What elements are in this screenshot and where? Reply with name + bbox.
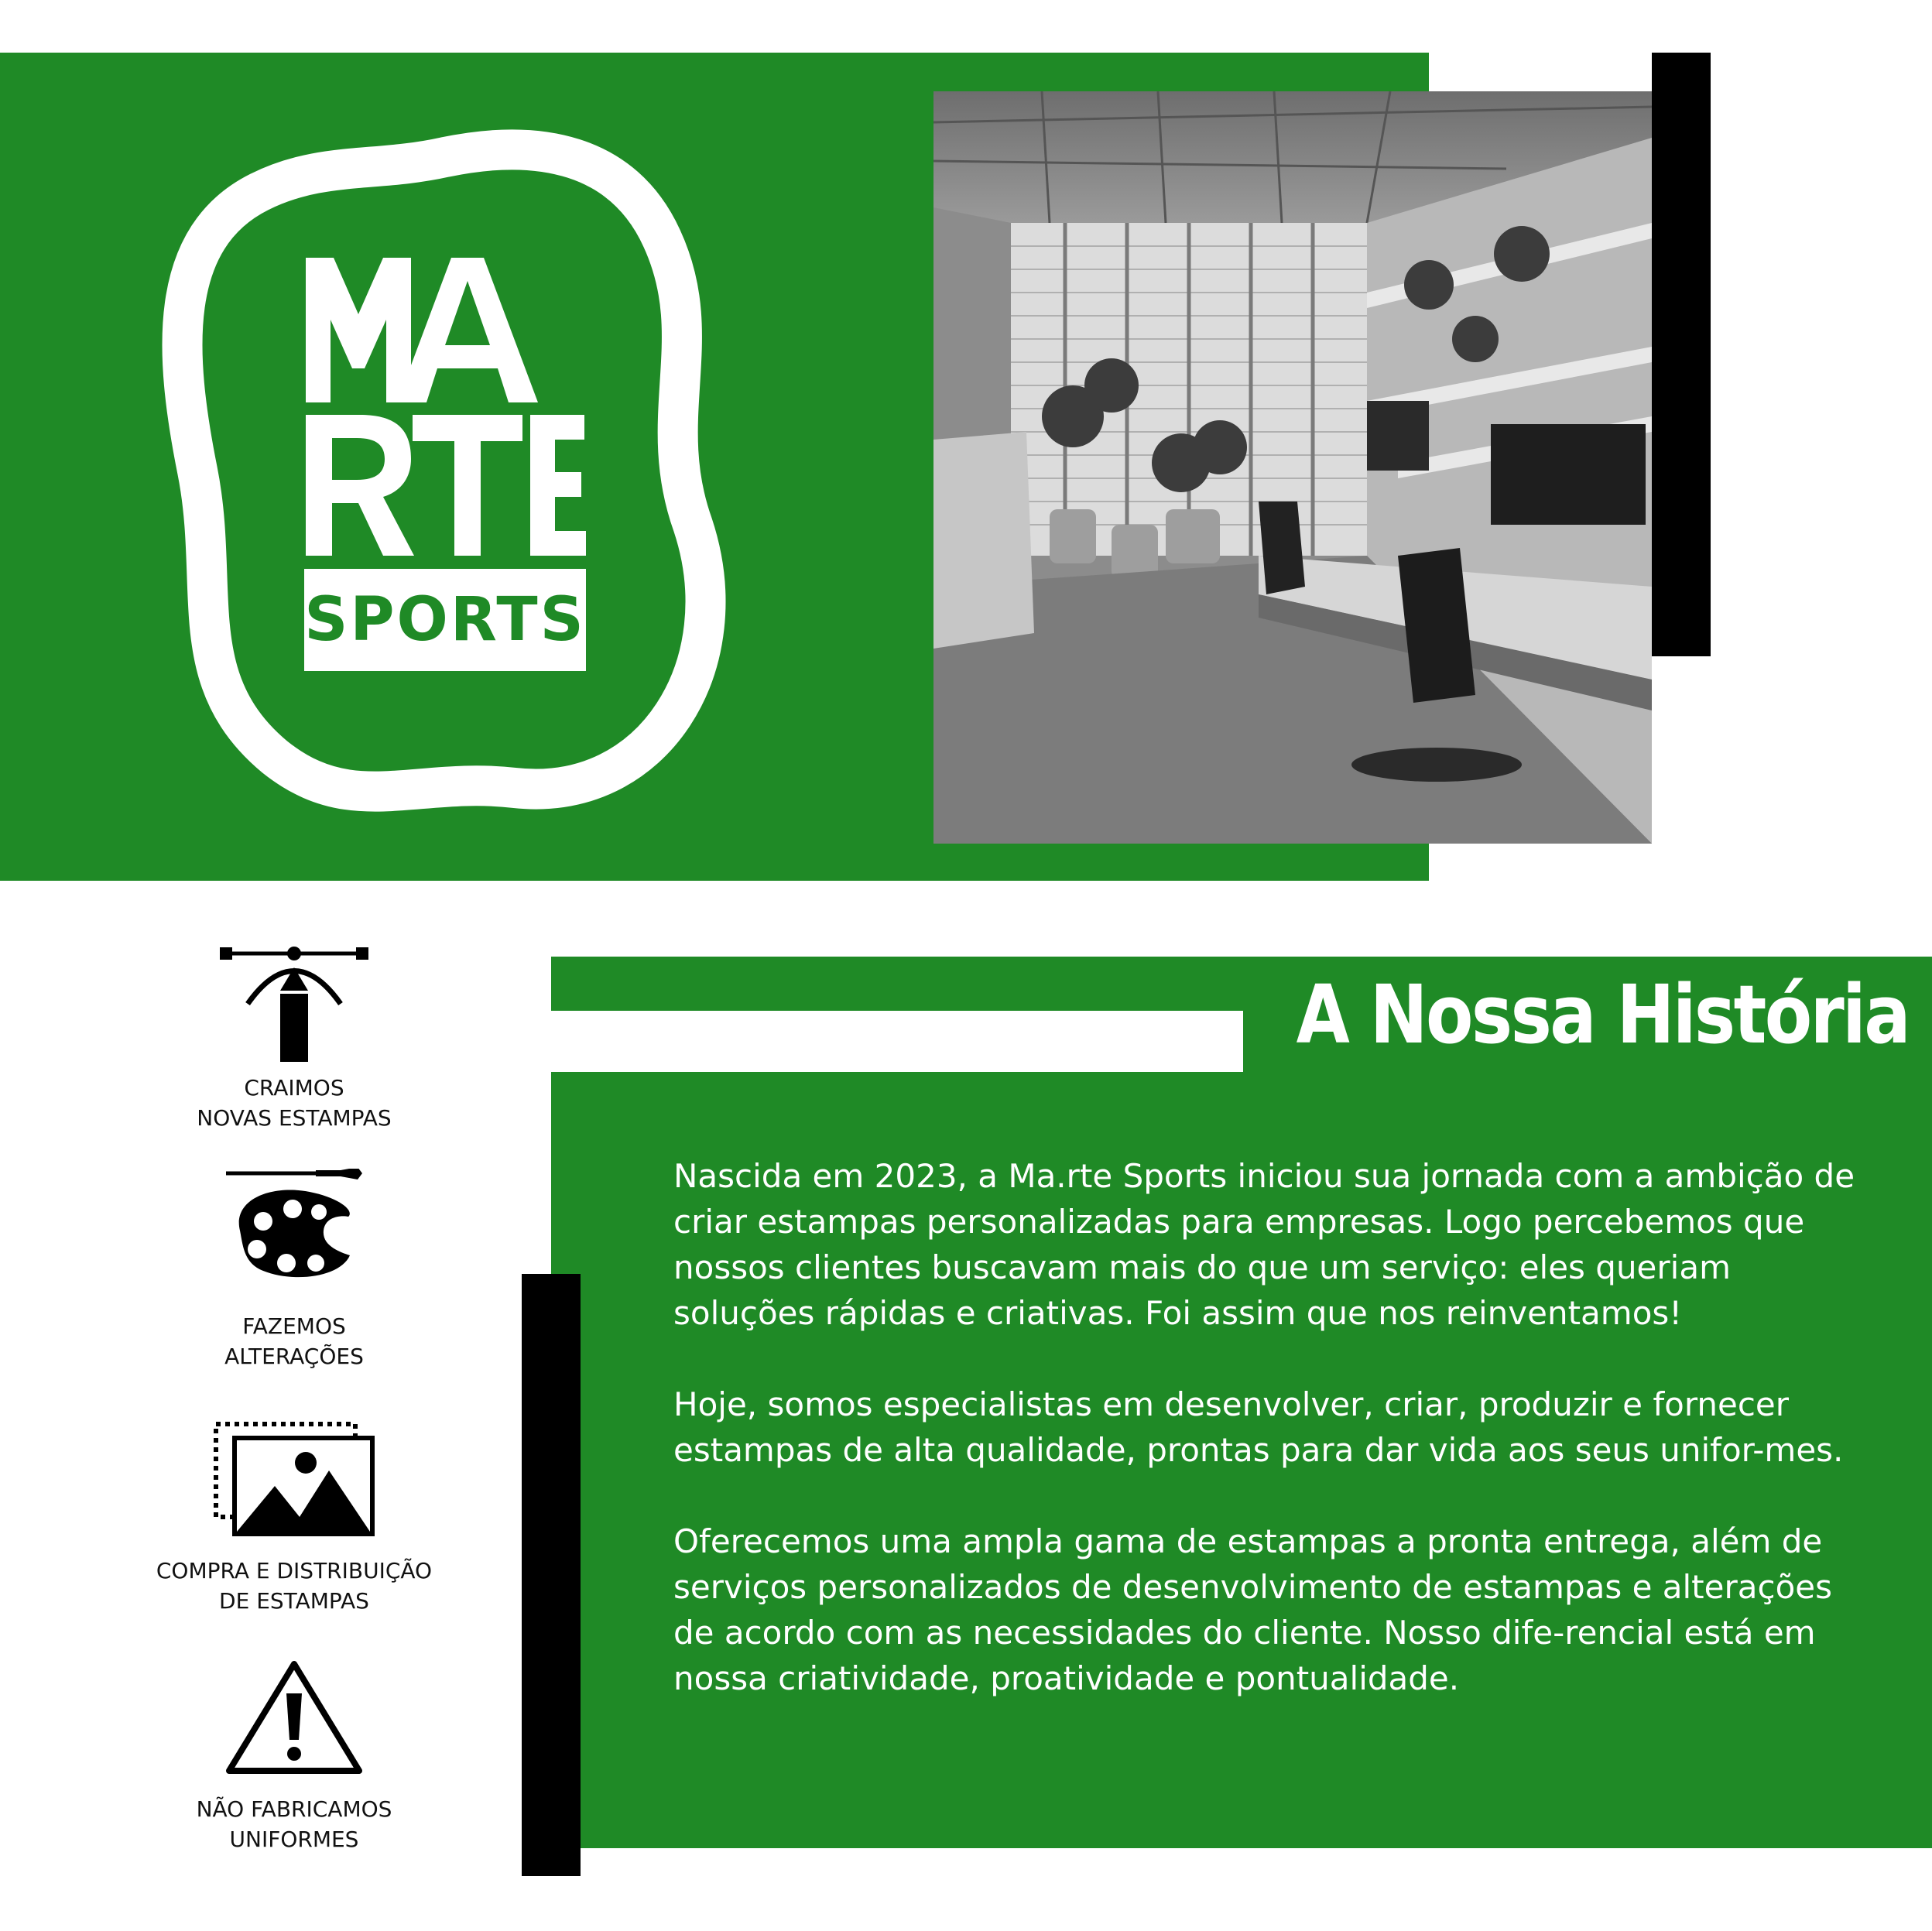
logo-letters-ma [306,258,538,402]
story-title: A Nossa História [1296,967,1909,1062]
logo-outline-shape [182,149,705,791]
feature-label: COMPRA E DISTRIBUIÇÃO DE ESTAMPAS [156,1558,433,1614]
image-gallery-icon [213,1421,375,1537]
warning-icon [224,1659,364,1775]
story-black-accent-bar [522,1274,581,1876]
office-photo [933,91,1652,844]
paint-palette-icon [224,1169,364,1285]
feature-label: NÃO FABRICAMOS UNIFORMES [196,1796,392,1852]
vector-pen-icon [217,946,372,1062]
feature-alterations [108,1169,480,1371]
story-paragraph-1: Nascida em 2023, a Ma.rte Sports iniciou sua jornada com a ambição de criar estampas personalizadas para empresas. Logo percebemos que nossos clientes buscavam mais do que um serviço: eles queriam soluções rápidas e criativas. Foi assim que nos reinventamos! [673,1157,1855,1332]
logo-sports-text: SPORTS [304,585,586,655]
feature-label: FAZEMOS ALTERAÇÕES [224,1313,364,1369]
office-photo-icon [933,91,1652,844]
feature-label: CRAIMOS NOVAS ESTAMPAS [197,1075,392,1131]
feature-buy-distribute [108,1421,480,1616]
feature-create-prints [108,946,480,1133]
feature-no-uniforms [108,1659,480,1854]
marte-sports-logo [151,122,739,819]
story-text-block [673,1153,1881,1747]
logo-letters-rte [306,415,586,556]
story-paragraph-2: Hoje, somos especialistas em desenvolver, criar, produzir e fornecer estampas de alta qualidade, prontas para dar vida aos seus unifor-mes. [673,1385,1844,1469]
story-paragraph-3: Oferecemos uma ampla gama de estampas a pronta entrega, além de serviços personalizados de desenvolvimento de estampas e alterações de acordo com as necessidades do cliente. Nosso dife-rencial está em nossa criatividade, proatividade e pontualidade. [673,1522,1833,1697]
hero-black-accent-bar [1652,53,1711,656]
